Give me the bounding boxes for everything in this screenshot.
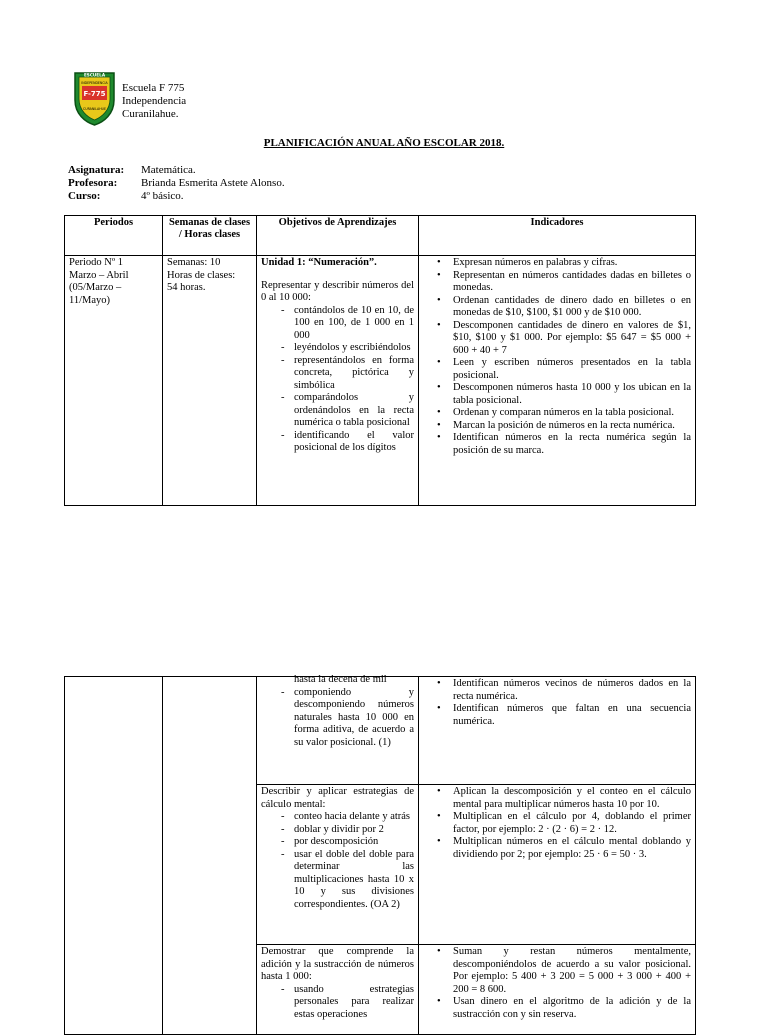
list-item: • Expresan números en palabras y cifras.	[437, 257, 691, 270]
objective-intro: Describir y aplicar estrategias de cálculo mental:	[261, 786, 414, 810]
document-title: PLANIFICACIÓN ANUAL AÑO ESCOLAR 2018.	[263, 137, 505, 149]
list-item: • Multiplican números en el cálculo mental doblando y dividiendo por 2; por ejemplo: 25 · 6 = 50 · 3.	[437, 836, 691, 861]
school-name: Escuela F 775	[122, 82, 185, 94]
table-row	[65, 256, 696, 506]
table-row	[65, 677, 696, 785]
table-header-row	[65, 216, 696, 256]
list-item: • Aplican la descomposición y el conteo en el cálculo mental para multiplicar números hasta 10 por 10.	[437, 786, 691, 811]
objetivos-cell	[257, 256, 419, 506]
course-meta	[68, 164, 285, 203]
list-item: • Ordenan cantidades de dinero dado en billetes o en monedas de $10, $100, $1 000 y de $10 000.	[437, 295, 691, 320]
list-item: - leyéndolos y escribiéndolos	[281, 342, 414, 355]
school-logo	[72, 70, 117, 126]
objective-intro: Representar y describir números del 0 al 10 000:	[261, 279, 414, 303]
school-city: Curanilahue.	[122, 108, 179, 120]
indicadores-cell	[419, 256, 696, 506]
list-item: - usar el doble del doble para determinar las multiplicaciones hasta 10 x 10 y sus divisiones correspondientes. (OA 2)	[281, 849, 414, 912]
meta-row: Asignatura: Matemática.	[68, 164, 196, 176]
planning-table-continued	[64, 676, 696, 1035]
meta-row: Profesora: Brianda Esmerita Astete Alonso.	[68, 177, 285, 189]
indicadores-cell	[419, 677, 696, 785]
svg-text:ESCUELA: ESCUELA	[83, 72, 106, 78]
list-item: • Descomponen cantidades de dinero en valores de $1, $10, $100 y $1 000. Por ejemplo: $5 647 = $5 000 + 600 + 40 + 7	[437, 320, 691, 358]
school-line: Independencia	[122, 95, 187, 107]
list-item: - identificando el valor posicional de los dígitos	[281, 430, 414, 455]
list-item: • Marcan la posición de números en la recta numérica.	[437, 420, 691, 433]
objective-list	[261, 687, 414, 750]
objective-list	[261, 305, 414, 455]
list-item: • Representan en números cantidades dadas en billetes o monedas.	[437, 270, 691, 295]
periodo-cell	[65, 677, 163, 1035]
indicator-list	[423, 786, 691, 861]
list-item: - componiendo y descomponiendo números naturales hasta 10 000 en forma aditiva, de acuerdo a su valor posicional. (1)	[281, 687, 414, 750]
header-objetivos: Objetivos de Aprendizajes	[257, 216, 419, 256]
svg-text:INDEPENDENCIA: INDEPENDENCIA	[81, 81, 108, 85]
list-item: - comparándolos y ordenándolos en la recta numérica o tabla posicional	[281, 392, 414, 430]
header-semanas: Semanas de clases / Horas clases	[163, 216, 257, 256]
list-item: - usando estrategias personales para realizar estas operaciones	[281, 984, 414, 1022]
list-item: • Leen y escriben números presentados en la tabla posicional.	[437, 357, 691, 382]
objetivos-cell	[257, 785, 419, 945]
list-item: • Identifican números que faltan en una secuencia numérica.	[437, 703, 691, 728]
list-continuation: hasta la decena de mil	[294, 674, 387, 685]
objetivos-cell	[257, 945, 419, 1035]
unit-title: Unidad 1: “Numeración”.	[261, 257, 377, 268]
list-item: • Ordenan y comparan números en la tabla posicional.	[437, 407, 691, 420]
list-item: - por descomposición	[281, 836, 414, 849]
school-info	[122, 82, 186, 121]
list-item: • Usan dinero en el algoritmo de la adición y de la sustracción con y sin reserva.	[437, 996, 691, 1021]
indicator-list	[423, 946, 691, 1021]
list-item: • Identifican números vecinos de números dados en la recta numérica.	[437, 678, 691, 703]
meta-row: Curso: 4º básico.	[68, 190, 184, 202]
semanas-cell	[163, 677, 257, 1035]
objetivos-cell	[257, 674, 419, 785]
list-item: • Suman y restan números mentalmente, descomponiéndolos de acuerdo a su valor posicional. Por ejemplo: 5 400 + 3 200 = 5 000 + 3 000 + 400 + 200 = 8 600.	[437, 946, 691, 996]
planning-table	[64, 215, 696, 506]
objective-list	[261, 984, 414, 1022]
header-periodos: Periodos	[65, 216, 163, 256]
list-item: - conteo hacia delante y atrás	[281, 811, 414, 824]
svg-text:CURANILAHUE: CURANILAHUE	[83, 107, 106, 111]
list-item: - representándolos en forma concreta, pictórica y simbólica	[281, 355, 414, 393]
objective-intro: Demostrar que comprende la adición y la sustracción de números hasta 1 000:	[261, 946, 414, 982]
list-item: • Identifican números en la recta numérica según la posición de su marca.	[437, 432, 691, 457]
objective-list	[261, 811, 414, 911]
indicadores-cell	[419, 785, 696, 945]
semanas-cell: Semanas: 10 Horas de clases: 54 horas.	[163, 256, 257, 506]
indicator-list	[423, 678, 691, 728]
svg-text:F-775: F-775	[83, 90, 106, 98]
list-item: • Descomponen números hasta 10 000 y los ubican en la tabla posicional.	[437, 382, 691, 407]
indicator-list	[423, 257, 691, 457]
indicadores-cell	[419, 945, 696, 1035]
list-item: • Multiplican en el cálculo por 4, doblando el primer factor, por ejemplo: 2 · (2 · 6) = 2 · 12.	[437, 811, 691, 836]
list-item: - contándolos de 10 en 10, de 100 en 100, de 1 000 en 1 000	[281, 305, 414, 343]
list-item: - doblar y dividir por 2	[281, 824, 414, 837]
header-indicadores: Indicadores	[419, 216, 696, 256]
periodo-cell: Periodo Nº 1 Marzo – Abril (05/Marzo – 11/Mayo)	[65, 256, 163, 506]
